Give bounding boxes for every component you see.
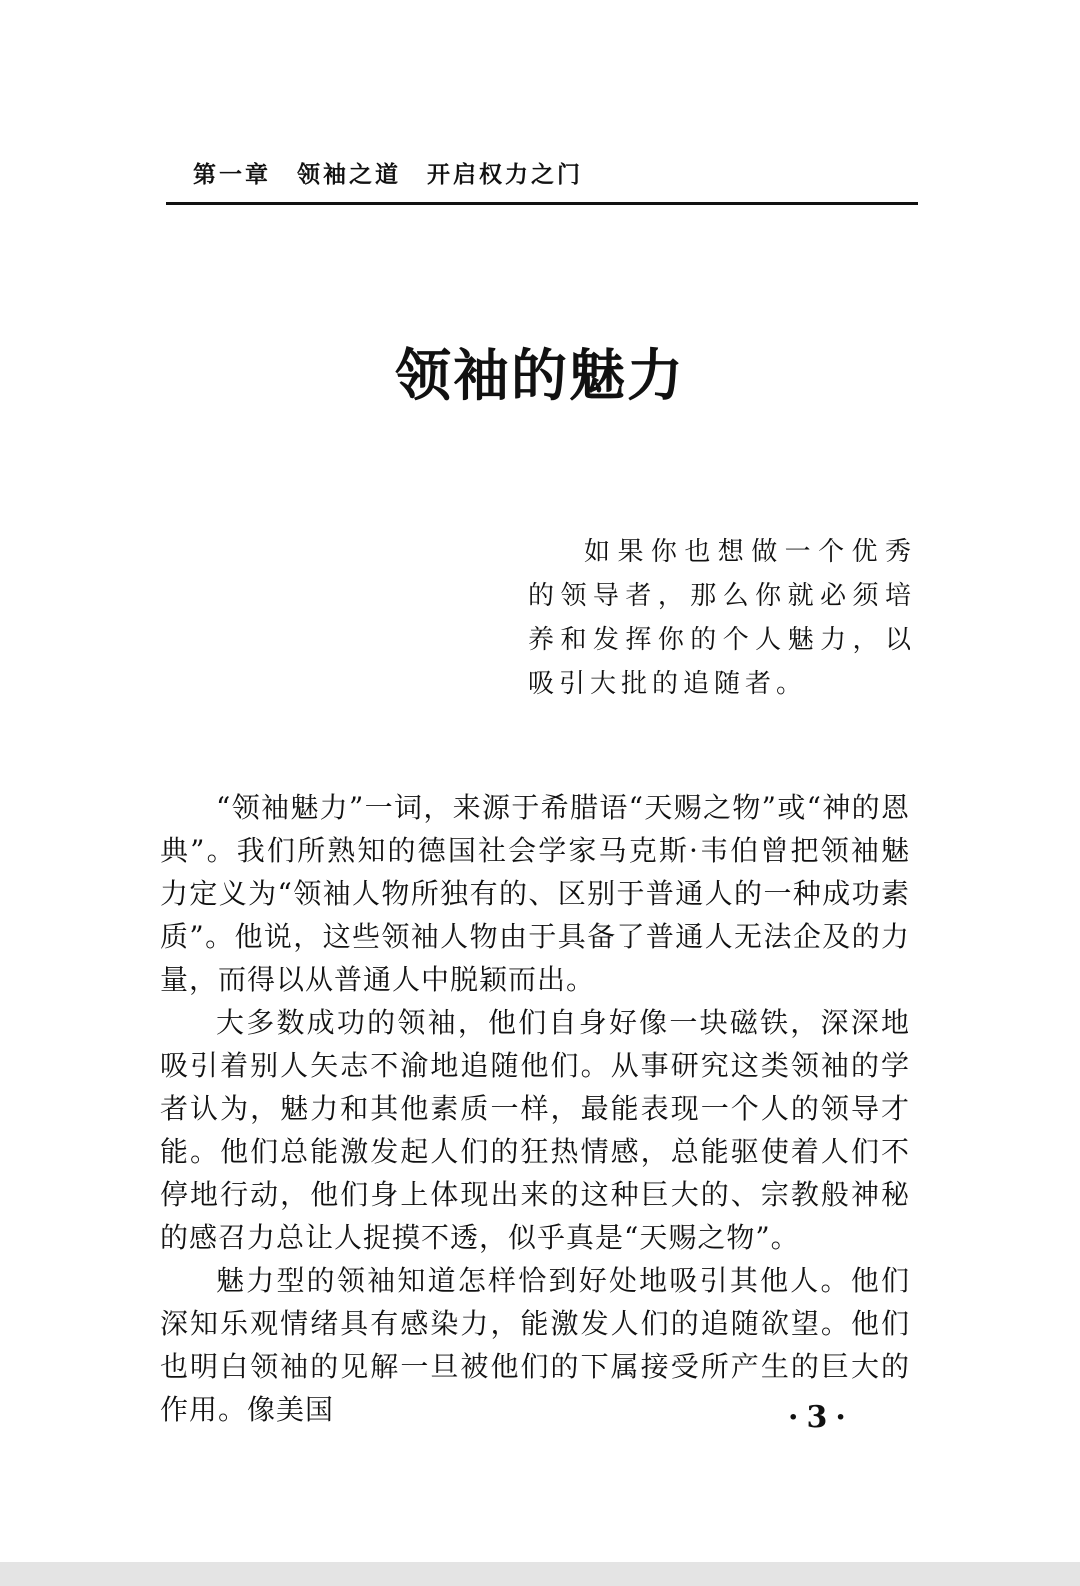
bottom-band	[0, 1562, 1080, 1586]
running-header	[193, 160, 609, 190]
header-part-b: 开启权力之门	[427, 161, 583, 188]
epigraph: 如果你也想做一个优秀的领导者，那么你就必须培养和发挥你的个人魅力，以吸引大批的追随者。	[528, 537, 916, 699]
paragraph-2: 大多数成功的领袖，他们自身好像一块磁铁，深深地吸引着别人矢志不渝地追随他们。从事研究这类领袖的学者认为，魅力和其他素质一样，最能表现一个人的领导才能。他们总能激发起人们的狂热情感，总能驱使着人们不停地行动，他们身上体现出来的这种巨大的、宗教般神秘的感召力总让人捉摸不透，似乎真是“天赐之物”。	[160, 1006, 910, 1254]
page-number: ·3·	[788, 1400, 854, 1435]
header-rule	[166, 202, 918, 205]
body-text	[160, 786, 910, 1431]
paragraph-3: 魅力型的领袖知道怎样恰到好处地吸引其他人。他们深知乐观情绪具有感染力，能激发人们的追随欲望。他们也明白领袖的见解一旦被他们的下属接受所产生的巨大的作用。像美国	[160, 1264, 910, 1426]
header-chapter: 第一章	[193, 161, 271, 188]
header-part-a: 领袖之道	[297, 161, 401, 188]
paragraph-1: “领袖魅力”一词，来源于希腊语“天赐之物”或“神的恩典”。我们所熟知的德国社会学家马克斯·韦伯曾把领袖魅力定义为“领袖人物所独有的、区别于普通人的一种成功素质”。他说，这些领袖人物由于具备了普通人无法企及的力量，而得以从普通人中脱颖而出。	[160, 791, 910, 996]
page-title: 领袖的魅力	[395, 343, 685, 409]
